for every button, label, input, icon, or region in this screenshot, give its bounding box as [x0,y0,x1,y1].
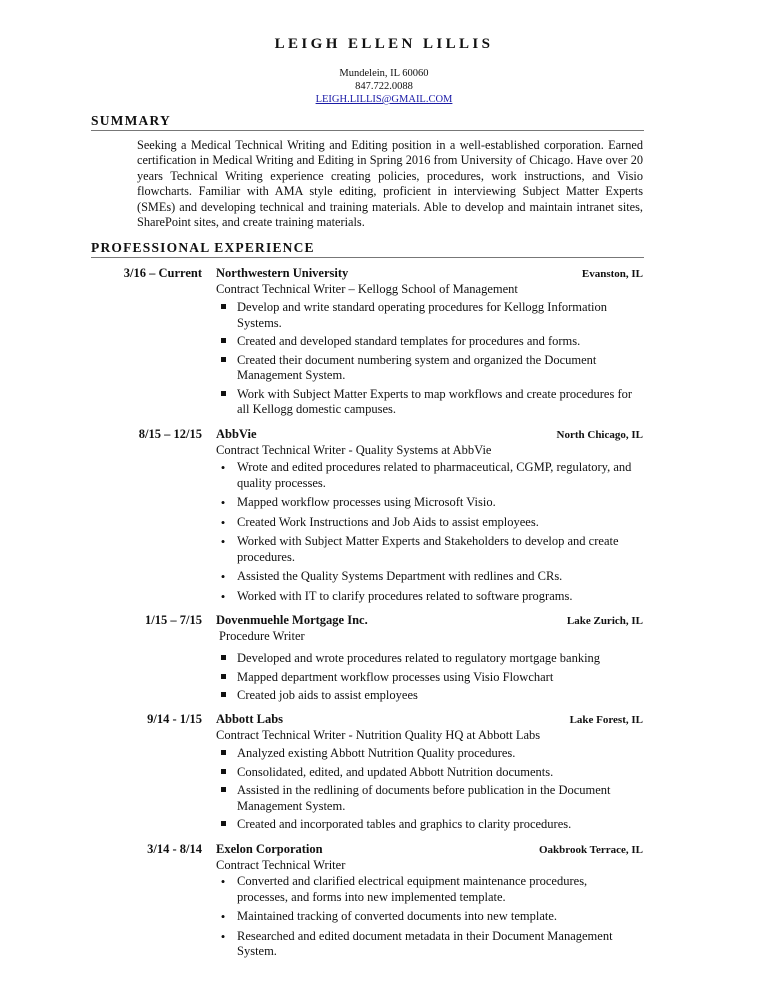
bullet-dot-icon [216,929,230,946]
bullet-dot-icon [216,460,230,477]
list-item: Created job aids to assist employees [216,688,636,704]
list-item: • Worked with IT to clarify procedures related to software programs. [216,589,636,605]
list-item: • Worked with Subject Matter Experts and Stakeholders to develop and create procedures. [216,534,636,565]
list-item: Assisted in the redlining of documents before publication in the Document Management System. [216,783,636,814]
summary-text: Seeking a Medical Technical Writing and Editing position in a well-established corporation. Earned certification in Medical Writing and Editing in Spring 2016 from University of Chicago. Have over 20 years Technical Writing experience creating policies, procedures, work instructions, and Visio flowcharts. Familiar with AMA style editing, proficient in interviewing Subject Matter Experts (SMEs) and developing technical and training materials. Able to develop and maintain intranet sites, SharePoint sites, and create training materials. [137,138,643,230]
job-dates: 3/14 - 8/14 [147,842,202,856]
list-item: Developed and wrote procedures related to regulatory mortgage banking [216,651,636,667]
list-item: • Converted and clarified electrical equipment maintenance procedures, processes, and forms into new implemented template. [216,874,636,905]
experience-heading: PROFESSIONAL EXPERIENCE [91,240,315,255]
job-dates: 3/16 – Current [123,266,202,280]
square-bullet-icon [216,353,230,369]
summary-divider [91,130,644,131]
job-bullets [216,651,636,704]
job-bullets [216,300,636,418]
square-bullet-icon [216,651,230,667]
job-title: Contract Technical Writer – Kellogg School of Management [216,282,518,296]
list-item: • Mapped workflow processes using Microsoft Visio. [216,495,636,511]
bullet-dot-icon [216,589,230,606]
job-title: Contract Technical Writer [216,858,346,872]
job-dates: 9/14 - 1/15 [147,712,202,726]
job-company: AbbVie [216,427,257,441]
square-bullet-icon [216,300,230,316]
list-item: Created and developed standard templates for procedures and forms. [216,334,636,350]
bullet-dot-icon [216,495,230,512]
list-item: Develop and write standard operating procedures for Kellogg Information Systems. [216,300,636,331]
bullet-dot-icon [216,874,230,891]
resume-name: LEIGH ELLEN LILLIS [274,36,494,52]
bullet-dot-icon [216,569,230,586]
list-item: Mapped department workflow processes using Visio Flowchart [216,670,636,686]
list-item: Analyzed existing Abbott Nutrition Quality procedures. [216,746,636,762]
list-item: Created their document numbering system and organized the Document Management System. [216,353,636,384]
bullet-dot-icon [216,909,230,926]
job-title: Procedure Writer [219,629,305,643]
job-company: Exelon Corporation [216,842,323,856]
list-item: • Maintained tracking of converted documents into new template. [216,909,636,925]
list-item: Created and incorporated tables and graphics to clarity procedures. [216,817,636,833]
job-location: Oakbrook Terrace, IL [538,844,643,856]
job-company: Dovenmuehle Mortgage Inc. [216,613,368,627]
job-location: Lake Forest, IL [569,714,643,726]
list-item: • Wrote and edited procedures related to pharmaceutical, CGMP, regulatory, and quality processes. [216,460,636,491]
list-item: • Assisted the Quality Systems Department with redlines and CRs. [216,569,636,585]
square-bullet-icon [216,334,230,350]
bullet-dot-icon [216,534,230,551]
square-bullet-icon [216,765,230,781]
job-location: Lake Zurich, IL [566,615,643,627]
list-item: • Researched and edited document metadata in their Document Management System. [216,929,636,960]
job-bullets [216,460,636,604]
square-bullet-icon [216,670,230,686]
job-dates: 8/15 – 12/15 [138,427,202,441]
list-item: Consolidated, edited, and updated Abbott Nutrition documents. [216,765,636,781]
job-title: Contract Technical Writer - Nutrition Quality HQ at Abbott Labs [216,728,541,742]
job-company: Northwestern University [216,266,349,280]
job-company: Abbott Labs [216,712,284,726]
contact-phone: 847.722.0088 [355,81,413,92]
summary-heading: SUMMARY [91,113,171,128]
job-location: North Chicago, IL [556,429,643,441]
job-bullets [216,874,636,960]
square-bullet-icon [216,783,230,799]
contact-email-line [0,93,768,106]
job-bullets [216,746,636,833]
contact-location: Mundelein, IL 60060 [339,68,429,79]
bullet-dot-icon [216,515,230,532]
job-dates: 1/15 – 7/15 [145,613,202,627]
square-bullet-icon [216,688,230,704]
job-title: Contract Technical Writer - Quality Systems at AbbVie [216,443,492,457]
square-bullet-icon [216,387,230,403]
list-item: • Created Work Instructions and Job Aids to assist employees. [216,515,636,531]
job-location: Evanston, IL [581,268,643,280]
list-item: Work with Subject Matter Experts to map workflows and create procedures for all Kellogg domestic campuses. [216,387,636,418]
email-link[interactable]: LEIGH.LILLIS@GMAIL.COM [315,94,453,105]
square-bullet-icon [216,746,230,762]
experience-divider [91,257,644,258]
square-bullet-icon [216,817,230,833]
